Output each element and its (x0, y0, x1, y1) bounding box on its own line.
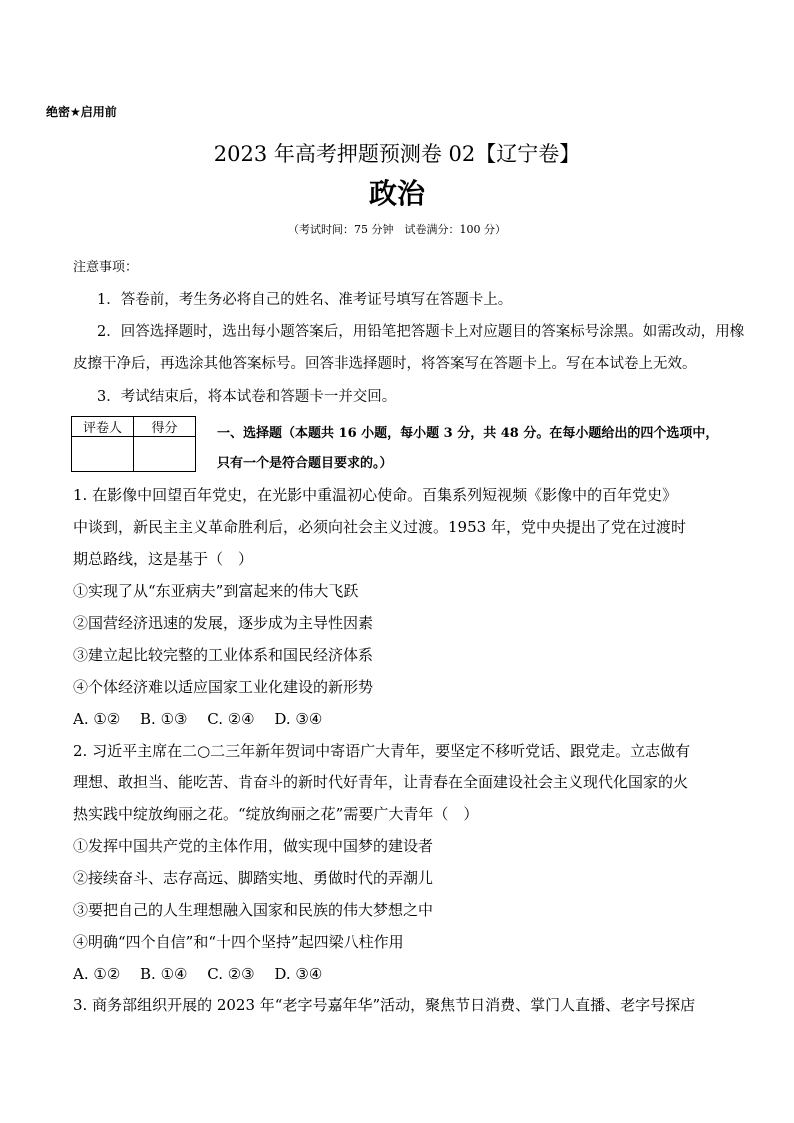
answer-choices: A. ①② B. ①③ C. ②④ D. ③④ (73, 710, 323, 728)
notice-item: 皮擦干净后，再选涂其他答案标号。回答非选择题时，将答案写在答题卡上。写在本试卷上无效。 (73, 356, 697, 372)
section-title: 只有一个是符合题目要求的。） (217, 456, 393, 471)
option-item: ②接续奋斗、志存高远、脚踏实地、勇做时代的弄潮儿 (73, 869, 434, 887)
option-item: ②国营经济迅速的发展，逐步成为主导性因素 (73, 614, 374, 632)
confidential-label: 绝密★启用前 (46, 105, 117, 119)
question-text: 热实践中绽放绚丽之花。“绽放绚丽之花”需要广大青年（ ） (73, 805, 479, 823)
notice-heading: 注意事项： (73, 260, 139, 275)
notice-item: 1．答卷前，考生务必将自己的姓名、准考证号填写在答题卡上。 (97, 292, 513, 308)
option-item: ③要把自己的人生理想融入国家和民族的伟大梦想之中 (73, 901, 434, 919)
grader-header: 评卷人 (72, 417, 134, 437)
notice-item: 2．回答选择题时，选出每小题答案后，用铅笔把答题卡上对应题目的答案标号涂黑。如需改动，用橡 (97, 324, 745, 340)
subject-title: 政治 (368, 177, 425, 210)
option-item: ①实现了从“东亚病夫”到富起来的伟大飞跃 (73, 582, 359, 600)
score-table (71, 416, 196, 472)
exam-title: 2023 年高考押题预测卷 02【辽宁卷】 (213, 142, 581, 166)
question-text: 1. 在影像中回望百年党史，在光影中重温初心使命。百集系列短视频《影像中的百年党史》 (73, 486, 678, 504)
question-text: 3. 商务部组织开展的 2023 年“老字号嘉年华”活动，聚焦节日消费、掌门人直播、老字号探店 (73, 996, 696, 1014)
question-text: 期总路线，这是基于（ ） (73, 550, 254, 568)
option-item: ④明确“四个自信”和“十四个坚持”起四梁八柱作用 (73, 933, 404, 951)
question-text: 2. 习近平主席在二○二三年新年贺词中寄语广大青年，要坚定不移听党话、跟党走。立志做有 (73, 742, 691, 760)
option-item: ④个体经济难以适应国家工业化建设的新形势 (73, 678, 374, 696)
question-text: 中谈到，新民主主义革命胜利后，必须向社会主义过渡。1953 年，党中央提出了党在过渡时 (73, 518, 686, 536)
grader-cell (72, 437, 134, 472)
notice-item: 3．考试结束后，将本试卷和答题卡一并交回。 (97, 389, 397, 405)
option-item: ①发挥中国共产党的主体作用，做实现中国梦的建设者 (73, 837, 434, 855)
score-header: 得分 (134, 417, 196, 437)
answer-choices: A. ①② B. ①④ C. ②③ D. ③④ (73, 965, 323, 983)
question-text: 理想、敢担当、能吃苦、肯奋斗的新时代好青年，让青春在全面建设社会主义现代化国家的火 (73, 773, 689, 791)
score-cell (134, 437, 196, 472)
option-item: ③建立起比较完整的工业体系和国民经济体系 (73, 646, 374, 664)
section-title: 一、选择题（本题共 16 小题，每小题 3 分，共 48 分。在每小题给出的四个选项中， (217, 426, 719, 441)
exam-info: （考试时间：75 分钟 试卷满分：100 分） (288, 223, 506, 236)
